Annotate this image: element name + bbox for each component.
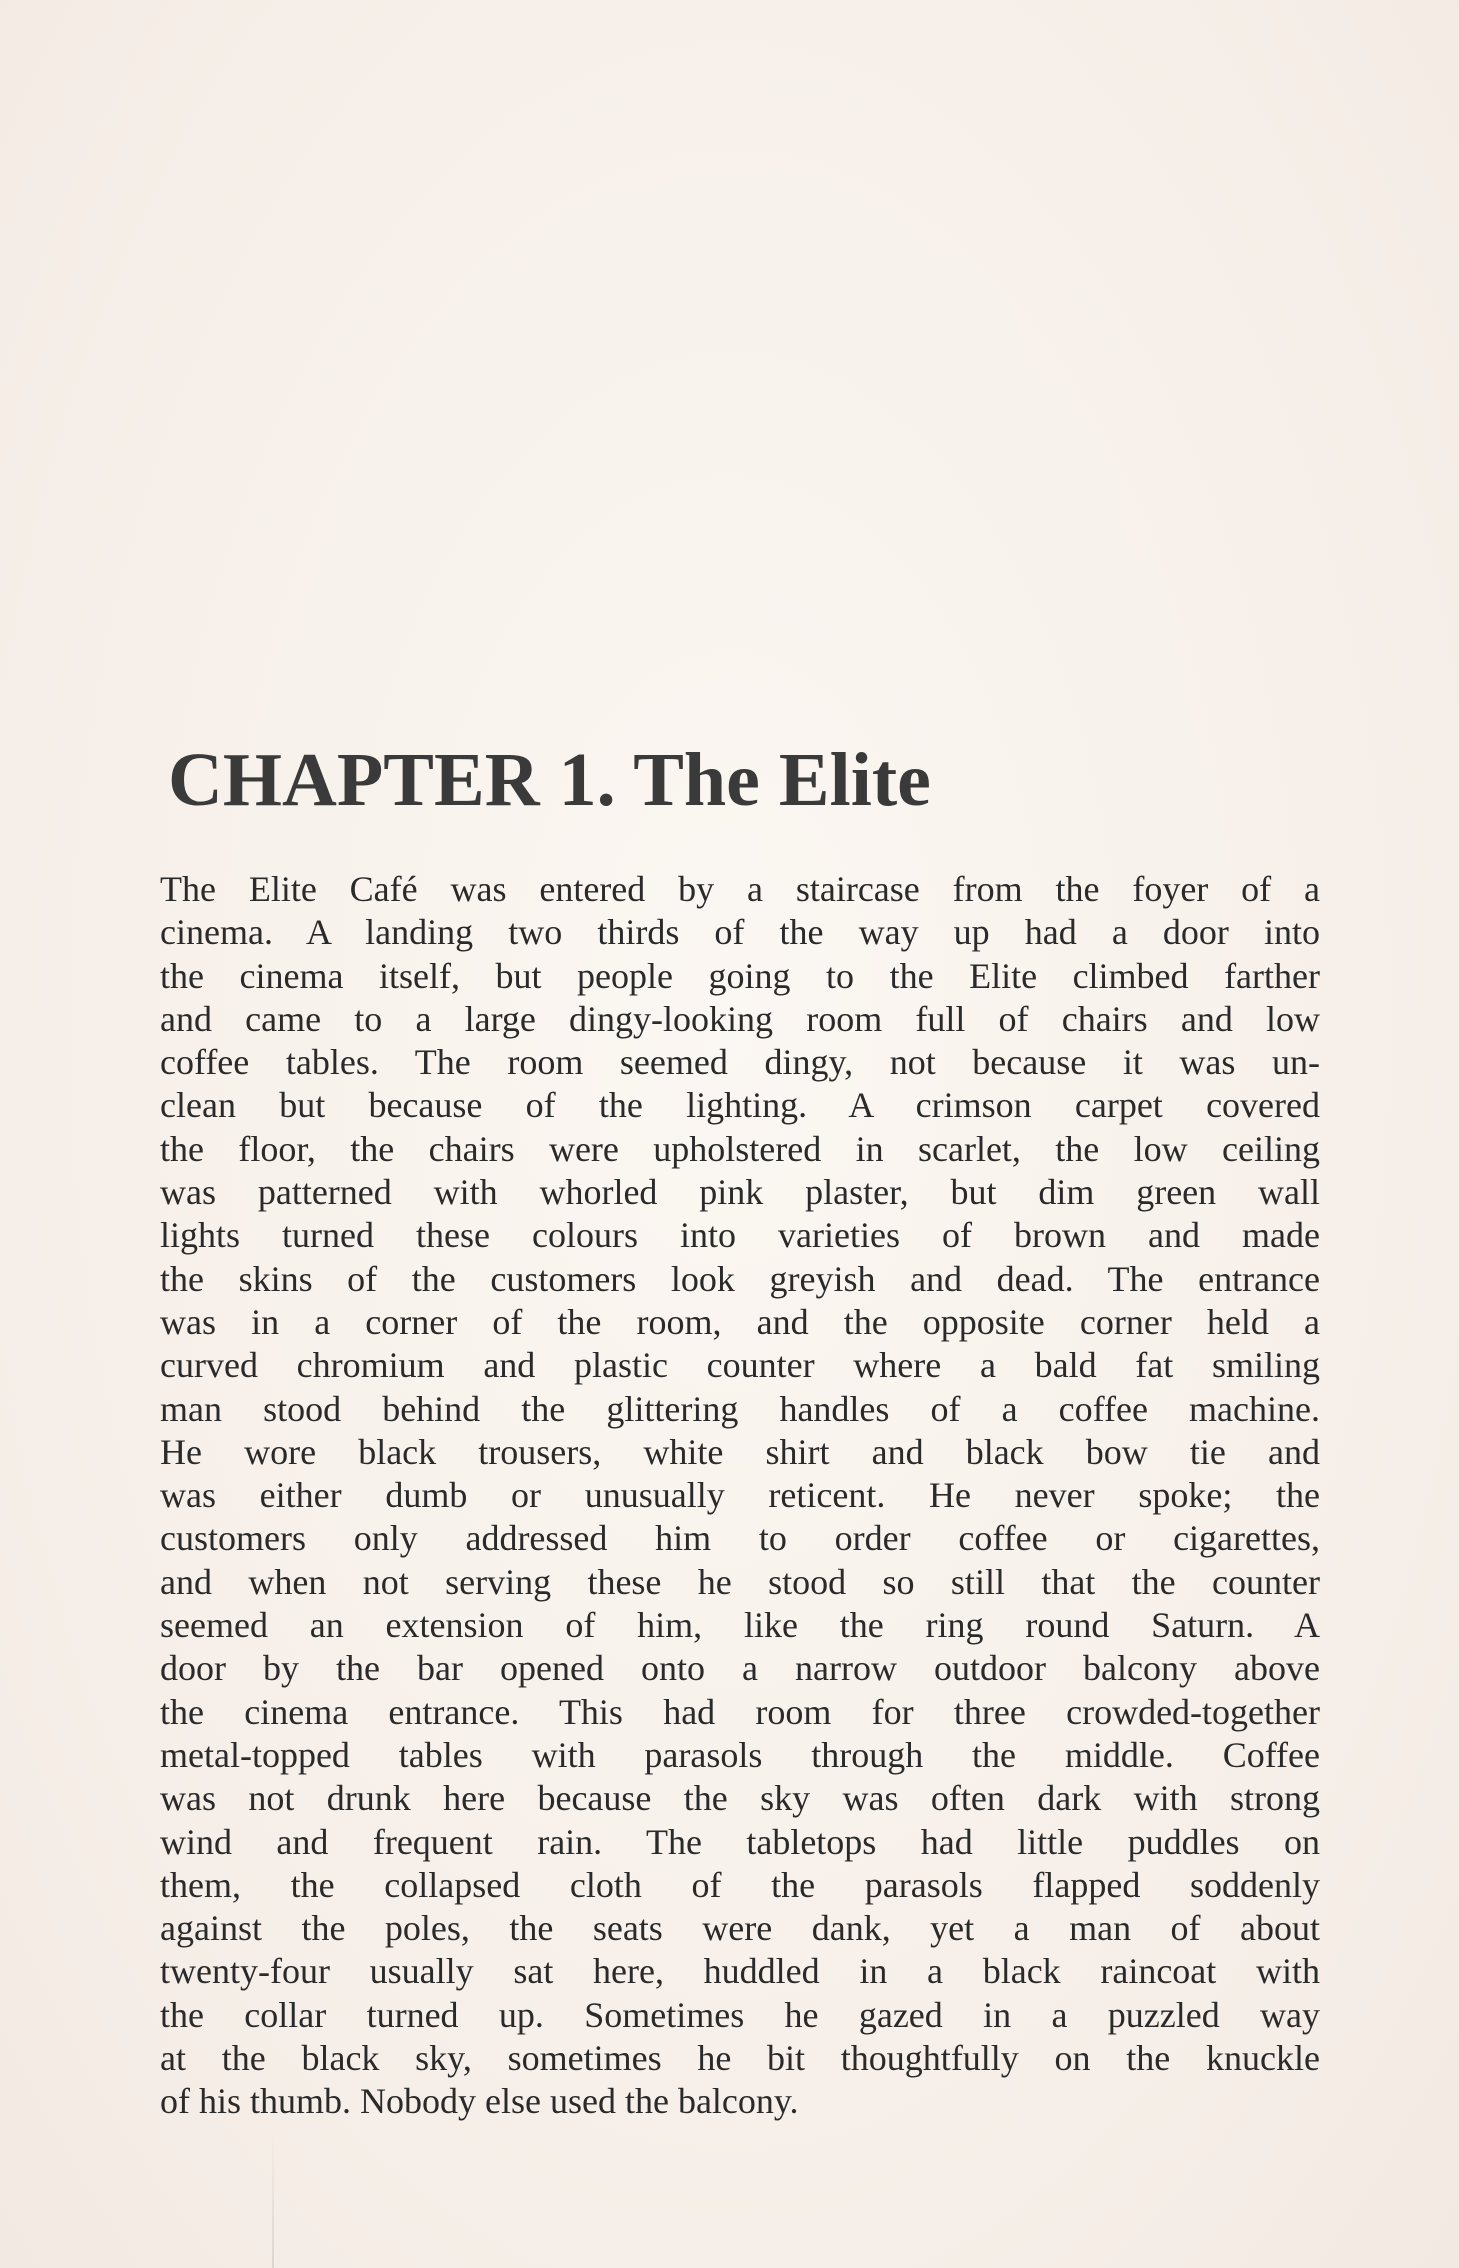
text-line: lights turned these colours into varieties of brown and made	[160, 1215, 1320, 1256]
text-line: curved chromium and plastic counter where a bald fat smiling	[160, 1345, 1320, 1386]
text-line: against the poles, the seats were dank, yet a man of about	[160, 1908, 1320, 1949]
text-line: He wore black trousers, white shirt and black bow tie and	[160, 1431, 1320, 1472]
text-line: at the black sky, sometimes he bit thoughtfully on the knuckle	[160, 2038, 1320, 2079]
text-line: the cinema itself, but people going to the Elite climbed farther	[160, 955, 1320, 996]
chapter-title: CHAPTER 1. The Elite	[168, 738, 931, 822]
text-line: was in a corner of the room, and the opposite corner held a	[160, 1301, 1320, 1342]
text-line: coffee tables. The room seemed dingy, not because it was un-	[160, 1042, 1320, 1083]
chapter-body	[160, 868, 1320, 2124]
text-line: them, the collapsed cloth of the parasols flapped soddenly	[160, 1864, 1320, 1905]
text-line: the cinema entrance. This had room for three crowded-together	[160, 1691, 1320, 1732]
text-line: of his thumb. Nobody else used the balcony.	[160, 2081, 799, 2122]
text-line: seemed an extension of him, like the ring round Saturn. A	[160, 1605, 1320, 1646]
text-line: was not drunk here because the sky was often dark with strong	[160, 1778, 1320, 1819]
text-line: the skins of the customers look greyish and dead. The entrance	[160, 1258, 1320, 1299]
text-line: and when not serving these he stood so still that the counter	[160, 1561, 1320, 1602]
text-line: The Elite Café was entered by a staircase from the foyer of a	[160, 869, 1320, 909]
text-line: clean but because of the lighting. A crimson carpet covered	[160, 1085, 1320, 1126]
text-line: man stood behind the glittering handles of a coffee machine.	[160, 1388, 1320, 1429]
text-line: was patterned with whorled pink plaster, but dim green wall	[160, 1172, 1320, 1213]
text-line: wind and frequent rain. The tabletops had little puddles on	[160, 1821, 1320, 1862]
text-line: twenty-four usually sat here, huddled in a black raincoat with	[160, 1951, 1320, 1992]
text-line: metal-topped tables with parasols through the middle. Coffee	[160, 1734, 1320, 1775]
text-line: was either dumb or unusually reticent. He never spoke; the	[160, 1475, 1320, 1516]
text-line: cinema. A landing two thirds of the way up had a door into	[160, 912, 1320, 953]
text-line: the collar turned up. Sometimes he gazed in a puzzled way	[160, 1994, 1320, 2035]
text-line: customers only addressed him to order coffee or cigarettes,	[160, 1518, 1320, 1559]
text-line: the floor, the chairs were upholstered in scarlet, the low ceiling	[160, 1128, 1320, 1169]
text-line: and came to a large dingy-looking room full of chairs and low	[160, 998, 1320, 1039]
page-crease	[272, 2130, 274, 2268]
text-line: door by the bar opened onto a narrow outdoor balcony above	[160, 1648, 1320, 1689]
